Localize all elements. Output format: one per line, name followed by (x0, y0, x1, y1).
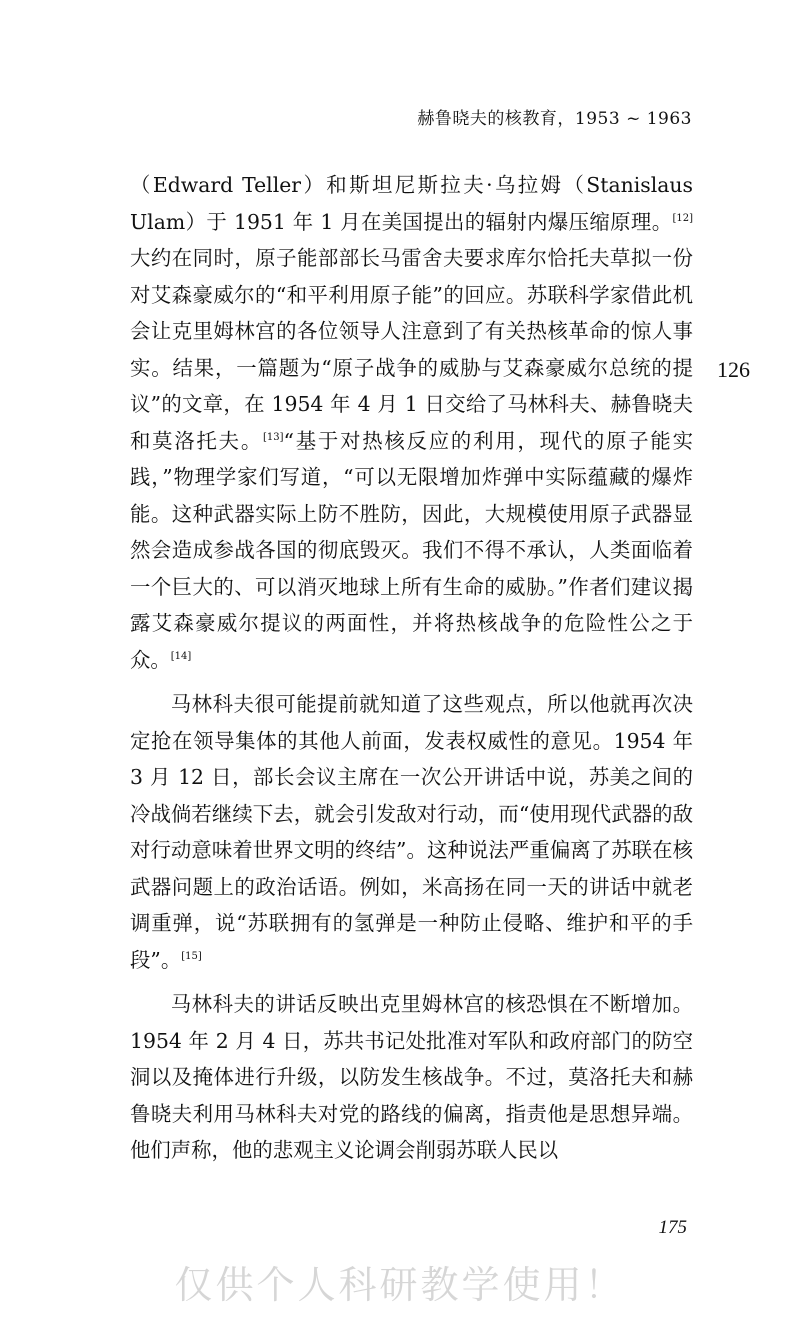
body-text (130, 167, 693, 1177)
footnote-ref-13: [13] (263, 431, 284, 443)
text-segment: 大约在同时，原子能部部长马雷舍夫要求库尔恰托夫草拟一份对艾森豪威尔的“和平利用原子能”的回应。苏联科学家借此机会让克里姆林宫的各位领导人注意到了有关热核革命的惊人事实。结果，一篇题为“原子战争的威胁与艾森豪威尔总统的提议”的文章，在 1954 年 4 月 1 日交给了马林科夫、赫鲁晓夫和莫洛托夫。 (130, 246, 693, 453)
text-segment: 马林科夫的讲话反映出克里姆林宫的核恐惧在不断增加。1954 年 2 月 4 日，苏共书记处批准对军队和政府部门的防空洞以及掩体进行升级，以防发生核战争。不过，莫洛托夫和赫鲁晓夫利用马林科夫对党的路线的偏离，指责他是思想异端。他们声称，他的悲观主义论调会削弱苏联人民以 (130, 992, 693, 1162)
text-segment: （Edward Teller）和斯坦尼斯拉夫·乌拉姆（Stanislaus Ulam）于 1951 年 1 月在美国提出的辐射内爆压缩原理。 (130, 173, 693, 234)
page-number: 175 (658, 1217, 687, 1238)
margin-page-number: 126 (717, 357, 750, 382)
footnote-ref-15: [15] (181, 950, 202, 962)
text-segment: “基于对热核反应的利用，现代的原子能实践，”物理学家们写道，“可以无限增加炸弹中实际蕴藏的爆炸能。这种武器实际上防不胜防，因此，大规模使用原子武器显然会造成参战各国的彻底毁灭。我们不得不承认，人类面临着一个巨大的、可以消灭地球上所有生命的威胁。”作者们建议揭露艾森豪威尔提议的两面性，并将热核战争的危险性公之于众。 (130, 428, 693, 672)
paragraph (130, 986, 693, 1169)
text-segment: 马林科夫很可能提前就知道了这些观点，所以他就再次决定抢在领导集体的其他人前面，发表权威性的意见。1954 年 3 月 12 日，部长会议主席在一次公开讲话中说，苏美之间的冷战倘若继续下去，就会引发敌对行动，而“使用现代武器的敌对行动意味着世界文明的终结”。这种说法严重偏离了苏联在核武器问题上的政治话语。例如，米高扬在同一天的讲话中就老调重弹，说“苏联拥有的氢弹是一种防止侵略、维护和平的手段”。 (130, 692, 693, 972)
paragraph (130, 167, 693, 678)
footnote-ref-12: [12] (672, 212, 693, 224)
running-head: 赫鲁晓夫的核教育，1953 ~ 1963 (417, 109, 692, 129)
footnote-ref-14: [14] (170, 650, 192, 662)
paragraph (130, 686, 693, 978)
watermark: 仅供个人科研教学使用！ (174, 1263, 626, 1307)
